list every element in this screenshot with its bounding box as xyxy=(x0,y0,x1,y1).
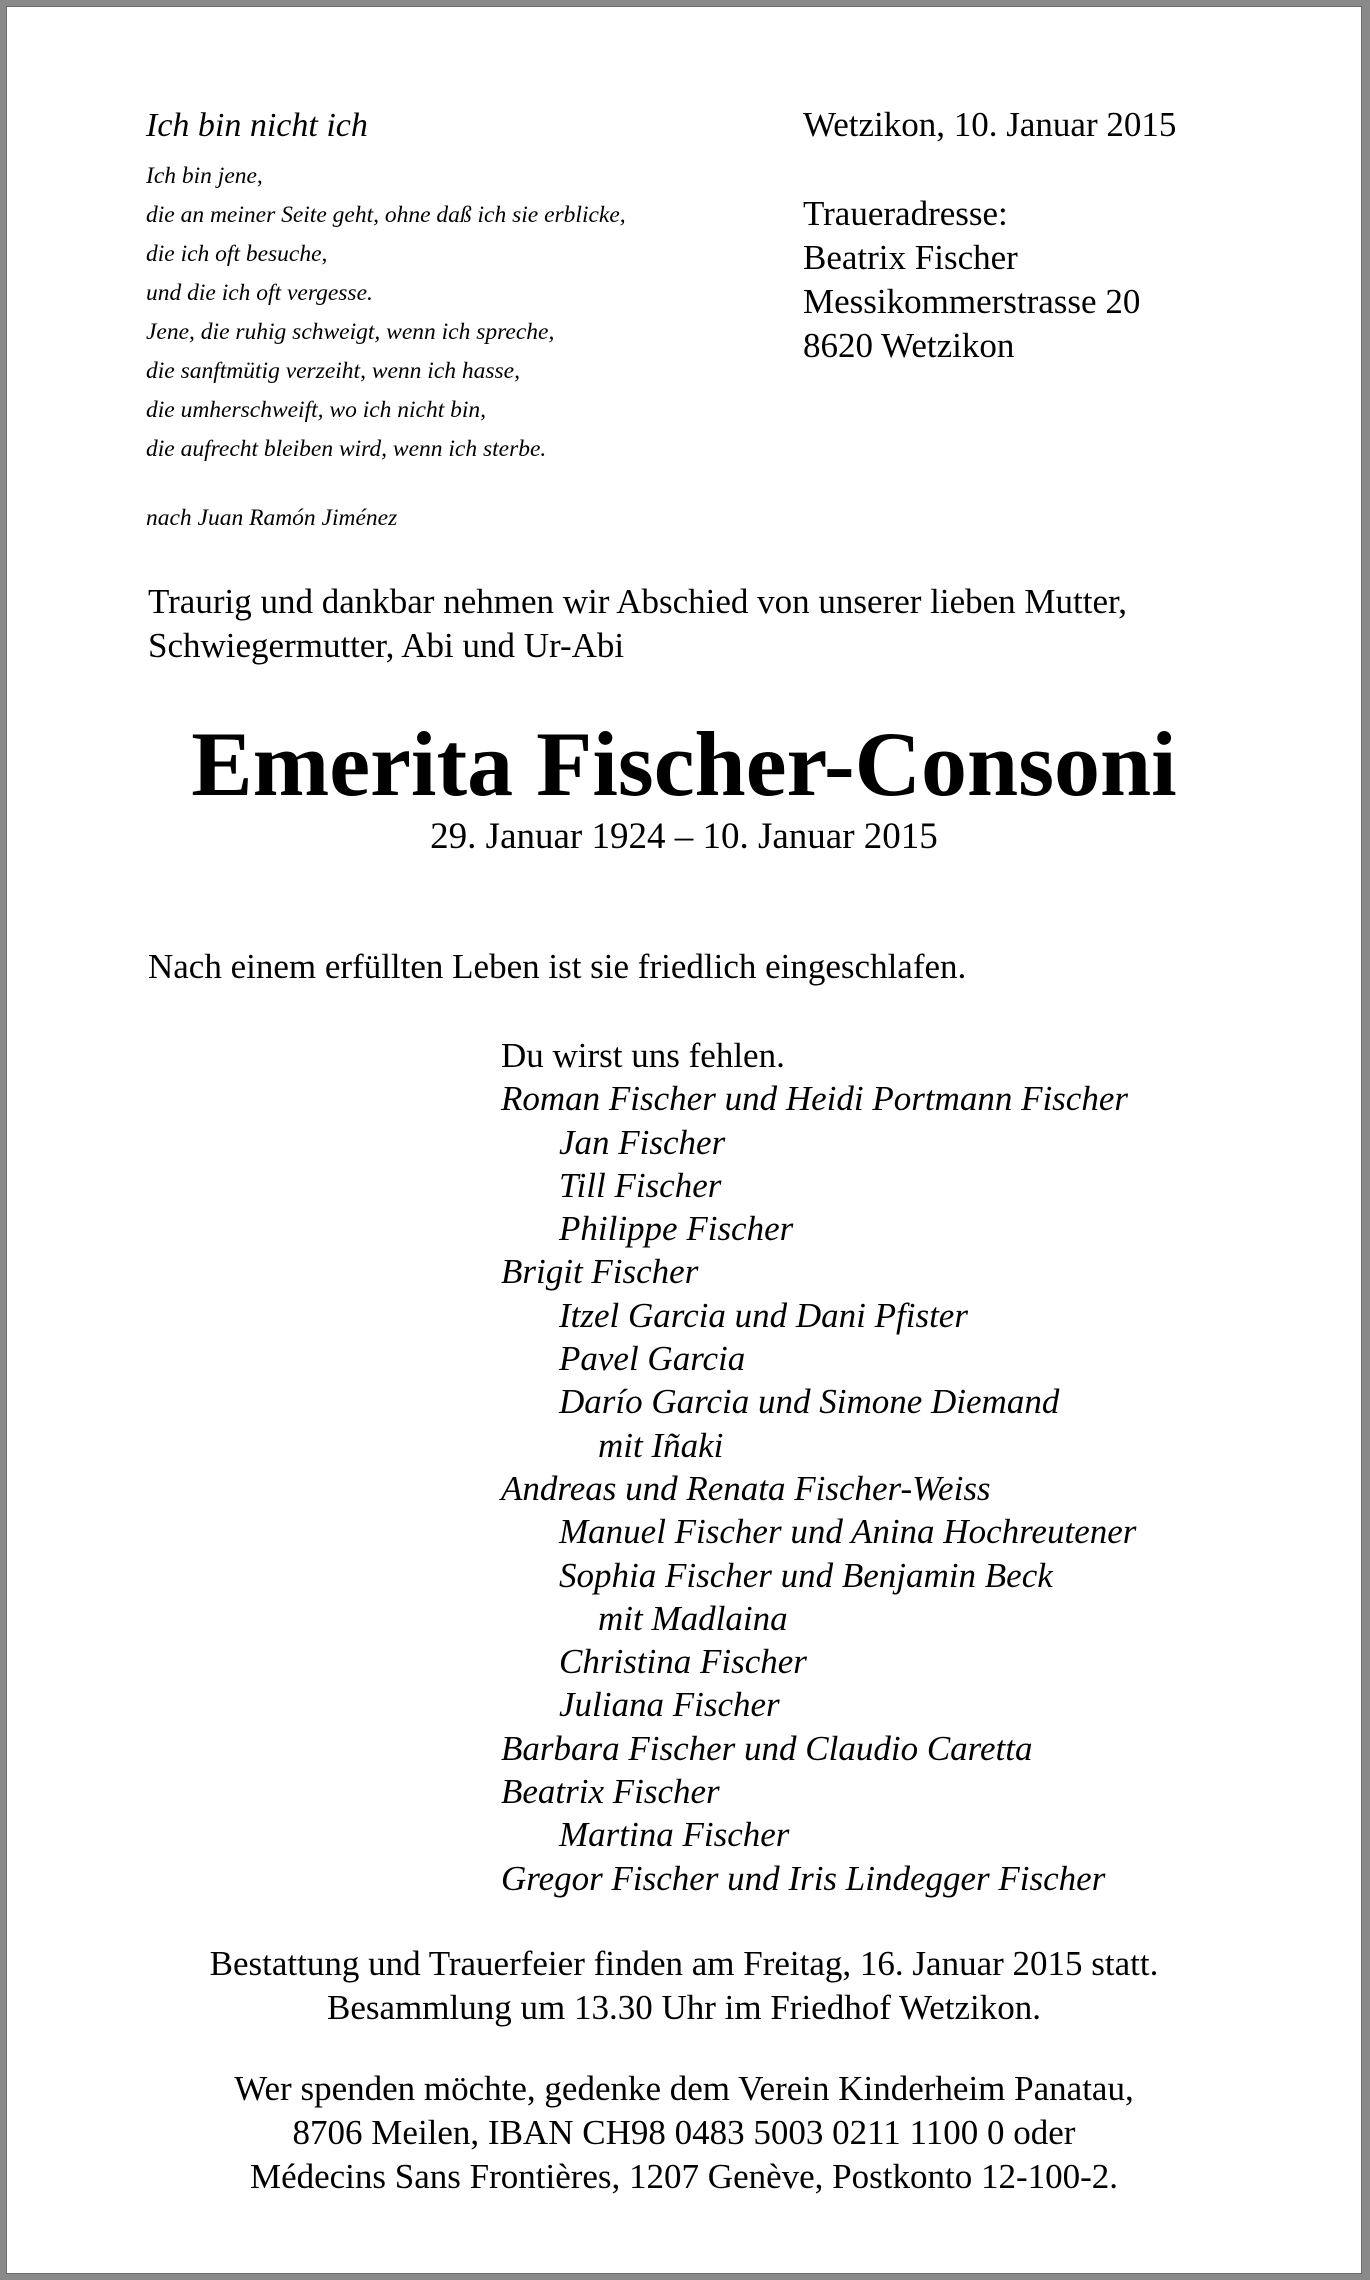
poem-line: Jene, die ruhig schweigt, wenn ich spreche, xyxy=(146,319,555,345)
obituary-page xyxy=(6,6,1362,2274)
address-line: Beatrix Fischer xyxy=(803,238,1018,277)
poem-line: die sanftmütig verzeiht, wenn ich hasse, xyxy=(146,358,520,384)
poem-line: die aufrecht bleiben wird, wenn ich sterbe. xyxy=(146,436,547,462)
donation-line: 8706 Meilen, IBAN CH98 0483 5003 0211 1100 0 oder xyxy=(292,2113,1076,2152)
family-member: Juliana Fischer xyxy=(559,1685,780,1725)
poem-line: Ich bin jene, xyxy=(146,163,263,189)
address-line: Messikommerstrasse 20 xyxy=(803,282,1141,321)
family-member: mit Iñaki xyxy=(598,1425,724,1465)
address-label: Traueradresse: xyxy=(803,194,1008,233)
family-member: Darío Garcia und Simone Diemand xyxy=(559,1382,1060,1422)
family-member: Pavel Garcia xyxy=(559,1339,746,1379)
family-member: Till Fischer xyxy=(559,1165,722,1205)
family-member: Andreas und Renata Fischer-Weiss xyxy=(501,1468,991,1508)
funeral-line: Bestattung und Trauerfeier finden am Freitag, 16. Januar 2015 statt. xyxy=(209,1944,1159,1983)
family-member: Beatrix Fischer xyxy=(501,1772,720,1812)
poem-body xyxy=(146,157,626,469)
life-dates: 29. Januar 1924 – 10. Januar 2015 xyxy=(430,816,938,857)
intro-line: Schwiegermutter, Abi und Ur-Abi xyxy=(148,626,625,665)
donation-line: Médecins Sans Frontières, 1207 Genève, Postkonto 12-100-2. xyxy=(249,2157,1119,2196)
funeral-info xyxy=(7,1942,1361,2030)
deceased-name: Emerita Fischer-Consoni xyxy=(191,713,1177,815)
family-member: Itzel Garcia und Dani Pfister xyxy=(559,1295,968,1335)
closing-sentence: Nach einem erfüllten Leben ist sie friedlich eingeschlafen. xyxy=(148,947,967,986)
mourning-address xyxy=(803,192,1140,368)
family-member: Gregor Fischer und Iris Lindegger Fischer xyxy=(501,1858,1106,1898)
poem-line: die ich oft besuche, xyxy=(146,241,328,267)
family-member: Jan Fischer xyxy=(559,1122,726,1162)
family-member: Sophia Fischer und Benjamin Beck xyxy=(559,1555,1053,1595)
family-member: Roman Fischer und Heidi Portmann Fischer xyxy=(501,1079,1128,1119)
family-member: Barbara Fischer und Claudio Caretta xyxy=(501,1728,1033,1768)
family-heading: Du wirst uns fehlen. xyxy=(501,1036,785,1075)
poem-author: nach Juan Ramón Jiménez xyxy=(146,505,398,531)
poem-title: Ich bin nicht ich xyxy=(146,107,368,144)
funeral-line: Besammlung um 13.30 Uhr im Friedhof Wetzikon. xyxy=(327,1988,1041,2027)
family-member: Philippe Fischer xyxy=(559,1209,794,1249)
family-member: Brigit Fischer xyxy=(501,1252,699,1292)
address-line: 8620 Wetzikon xyxy=(803,326,1015,365)
poem-line: die umherschweift, wo ich nicht bin, xyxy=(146,397,487,423)
family-list xyxy=(501,1034,1136,1900)
intro-line: Traurig und dankbar nehmen wir Abschied von unserer lieben Mutter, xyxy=(148,582,1128,621)
family-member: Manuel Fischer und Anina Hochreutener xyxy=(559,1512,1137,1552)
donation-line: Wer spenden möchte, gedenke dem Verein Kinderheim Panatau, xyxy=(234,2069,1134,2108)
intro-text xyxy=(148,580,1127,668)
place-date: Wetzikon, 10. Januar 2015 xyxy=(803,105,1177,144)
poem-line: und die ich oft vergesse. xyxy=(146,280,373,306)
donation-info xyxy=(7,2067,1361,2199)
family-member: Martina Fischer xyxy=(559,1815,790,1855)
family-member: Christina Fischer xyxy=(559,1642,807,1682)
poem-line: die an meiner Seite geht, ohne daß ich sie erblicke, xyxy=(146,202,626,228)
family-member: mit Madlaina xyxy=(598,1598,788,1638)
